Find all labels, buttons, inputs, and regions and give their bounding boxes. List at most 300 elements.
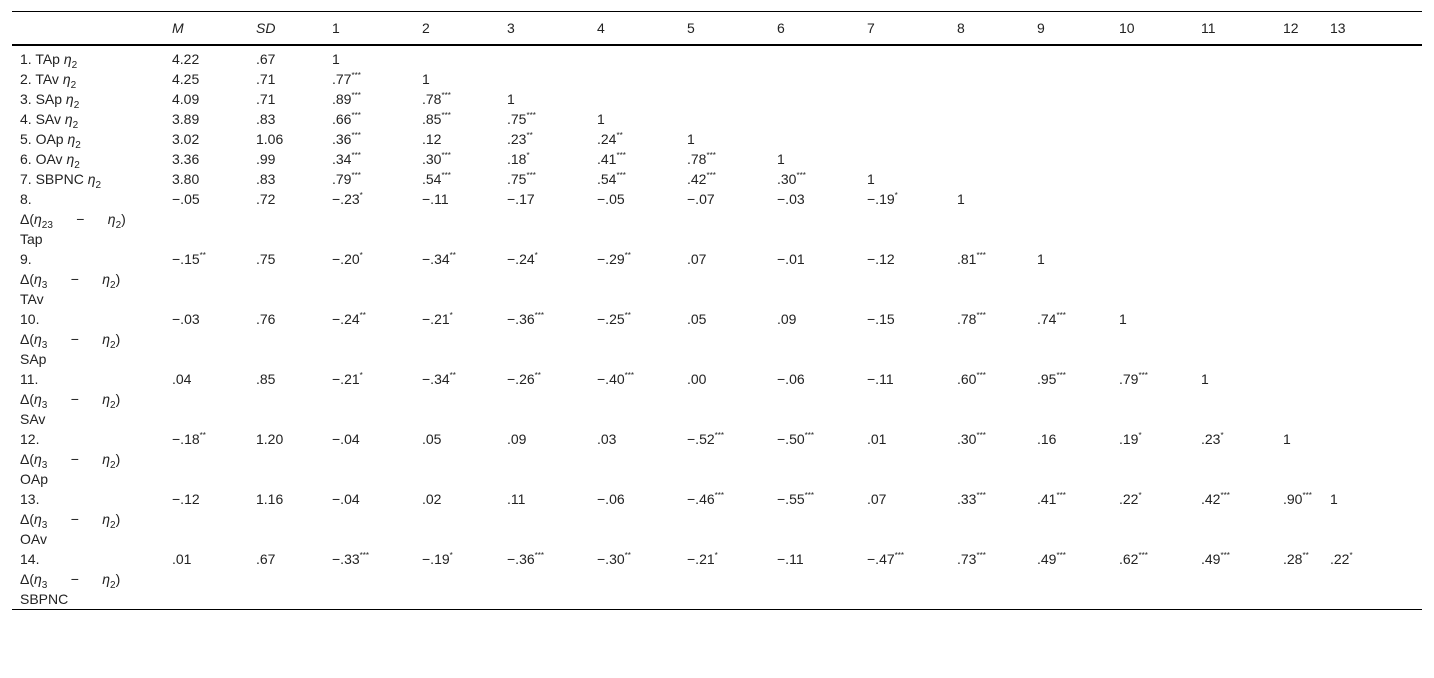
minus-sign: − [70, 511, 79, 527]
correlation-cell [769, 429, 859, 489]
correlation-cell [1322, 309, 1422, 369]
variable-label [20, 89, 164, 109]
significance-stars: * [359, 191, 363, 200]
cell-value: .67 [256, 551, 276, 567]
correlation-cell [589, 169, 679, 189]
sd-cell [248, 45, 324, 69]
delta-expression [20, 569, 164, 589]
cell-value: −.12 [867, 251, 895, 267]
correlation-cell [414, 549, 499, 610]
minus-sign: − [70, 451, 79, 467]
cell-value: 1 [867, 171, 875, 187]
correlation-cell [324, 69, 414, 89]
cell-value: .01 [172, 551, 192, 567]
sd-cell [248, 129, 324, 149]
correlation-cell [679, 109, 769, 129]
eta-subscript: 3 [41, 519, 48, 531]
significance-stars: *** [1056, 491, 1066, 500]
correlation-cell [324, 45, 414, 69]
correlation-cell [679, 45, 769, 69]
correlation-cell [1111, 45, 1193, 69]
table-header [12, 12, 1422, 46]
minus-sign: − [70, 271, 79, 287]
correlation-cell [1322, 549, 1422, 610]
header-cell: 5 [679, 12, 769, 46]
mean-cell [164, 489, 248, 549]
cell-value: −.52 [687, 431, 715, 447]
cell-value: .71 [256, 91, 276, 107]
correlation-cell [1029, 549, 1111, 610]
significance-stars: ** [526, 131, 533, 140]
header-cell: 8 [949, 12, 1029, 46]
cell-value: −.24 [332, 311, 360, 327]
correlation-cell [1322, 149, 1422, 169]
correlation-cell [679, 89, 769, 109]
eta-symbol: η [34, 211, 42, 227]
correlation-cell [1275, 169, 1322, 189]
header-cell: 10 [1111, 12, 1193, 46]
cell-value: .85 [422, 111, 442, 127]
correlation-cell [414, 169, 499, 189]
mean-cell [164, 549, 248, 610]
cell-value: .02 [422, 491, 442, 507]
cell-value: 1 [597, 111, 605, 127]
cell-value: −.26 [507, 371, 535, 387]
significance-stars: *** [976, 551, 986, 560]
significance-stars: ** [616, 131, 623, 140]
significance-stars: ** [449, 251, 456, 260]
correlation-cell [499, 69, 589, 89]
label-text: 1. TAp [20, 51, 64, 67]
correlation-cell [324, 549, 414, 610]
table-row [12, 249, 1422, 309]
delta-expression [20, 449, 164, 469]
mean-cell [164, 89, 248, 109]
delta-close: ) [115, 271, 121, 287]
mean-cell [164, 429, 248, 489]
correlation-cell [859, 149, 949, 169]
cell-value: −.33 [332, 551, 360, 567]
row-label [12, 169, 164, 189]
eta-subscript: 3 [41, 339, 48, 351]
significance-stars: * [894, 191, 898, 200]
eta-symbol: η [62, 71, 71, 87]
cell-value: −.07 [687, 191, 715, 207]
cell-value: 4.09 [172, 91, 200, 107]
cell-value: 1 [332, 51, 340, 67]
cell-value: 3.02 [172, 131, 200, 147]
significance-stars: ** [624, 311, 631, 320]
delta-close: ) [121, 211, 126, 227]
correlation-cell [324, 89, 414, 109]
delta-close: ) [115, 391, 121, 407]
cell-value: .79 [1119, 371, 1139, 387]
correlation-cell [499, 169, 589, 189]
correlation-cell [324, 109, 414, 129]
correlation-cell [414, 489, 499, 549]
delta-expression [20, 209, 164, 229]
correlation-cell [769, 69, 859, 89]
cell-value: .01 [867, 431, 887, 447]
table-row [12, 129, 1422, 149]
correlation-cell [324, 489, 414, 549]
eta-symbol: η [67, 131, 76, 147]
correlation-cell [1029, 189, 1111, 249]
cell-value: .85 [256, 371, 276, 387]
table-row [12, 489, 1422, 549]
cell-value: .23 [1201, 431, 1221, 447]
eta-symbol: η [34, 331, 42, 347]
correlation-cell [949, 109, 1029, 129]
correlation-cell [414, 249, 499, 309]
cell-value: 1.16 [256, 491, 284, 507]
cell-value: .71 [256, 71, 276, 87]
row-label [12, 369, 164, 429]
significance-stars: *** [441, 151, 451, 160]
correlation-cell [859, 549, 949, 610]
correlation-cell [859, 69, 949, 89]
cell-value: −.17 [507, 191, 535, 207]
mean-cell [164, 149, 248, 169]
significance-stars: ** [624, 551, 631, 560]
correlation-cell [679, 69, 769, 89]
cell-value: −.34 [422, 251, 450, 267]
cell-value: .67 [256, 51, 276, 67]
table-row [12, 369, 1422, 429]
correlation-cell [1275, 189, 1322, 249]
correlation-cell [589, 549, 679, 610]
variable-name: SAp [20, 351, 47, 367]
correlation-cell [859, 169, 949, 189]
row-label [12, 549, 164, 610]
cell-value: .60 [957, 371, 977, 387]
correlation-cell [1275, 429, 1322, 489]
table-body [12, 45, 1422, 610]
minus-sign: − [70, 571, 79, 587]
correlation-cell [589, 309, 679, 369]
cell-value: 4.22 [172, 51, 200, 67]
correlation-cell [769, 249, 859, 309]
significance-stars: *** [1138, 551, 1148, 560]
cell-value: .22 [1119, 491, 1139, 507]
correlation-cell [1322, 169, 1422, 189]
significance-stars: *** [1056, 371, 1066, 380]
correlation-cell [324, 309, 414, 369]
correlation-cell [1322, 129, 1422, 149]
significance-stars: *** [526, 171, 536, 180]
correlation-cell [769, 369, 859, 429]
cell-value: .90 [1283, 491, 1303, 507]
correlation-cell [1111, 309, 1193, 369]
minus-sign: − [70, 331, 79, 347]
correlation-cell [859, 129, 949, 149]
correlation-cell [499, 249, 589, 309]
cell-value: .07 [687, 251, 707, 267]
correlation-cell [859, 89, 949, 109]
significance-stars: *** [1056, 311, 1066, 320]
cell-value: −.20 [332, 251, 360, 267]
cell-value: −.19 [867, 191, 895, 207]
label-text: 5. OAp [20, 131, 68, 147]
correlation-cell [1193, 149, 1275, 169]
correlation-cell [1111, 369, 1193, 429]
correlation-cell [1193, 489, 1275, 549]
cell-value: −.23 [332, 191, 360, 207]
correlation-cell [1322, 109, 1422, 129]
eta-symbol: η [34, 451, 42, 467]
cell-value: −.01 [777, 251, 805, 267]
variable-label [20, 129, 164, 149]
cell-value: −.15 [172, 251, 200, 267]
cell-value: −.24 [507, 251, 535, 267]
cell-value: .99 [256, 151, 276, 167]
correlation-cell [769, 109, 859, 129]
significance-stars: *** [1138, 371, 1148, 380]
correlation-cell [1029, 69, 1111, 89]
correlation-cell [1111, 69, 1193, 89]
correlation-cell [1193, 109, 1275, 129]
correlation-cell [949, 249, 1029, 309]
correlation-cell [414, 149, 499, 169]
table-row [12, 549, 1422, 610]
eta-subscript: 2 [71, 59, 78, 71]
variable-name: SAv [20, 411, 46, 427]
correlation-cell [499, 129, 589, 149]
label-text: 6. OAv [20, 151, 67, 167]
correlation-cell [324, 149, 414, 169]
cell-value: −.05 [597, 191, 625, 207]
correlation-cell [679, 549, 769, 610]
eta-subscript: 2 [110, 459, 116, 471]
cell-value: .74 [1037, 311, 1057, 327]
cell-value: .18 [507, 151, 527, 167]
correlation-cell [499, 489, 589, 549]
row-label [12, 489, 164, 549]
cell-value: .75 [507, 171, 527, 187]
correlation-cell [499, 45, 589, 69]
significance-stars: *** [351, 131, 361, 140]
row-label [12, 45, 164, 69]
row-label [12, 189, 164, 249]
cell-value: .42 [687, 171, 707, 187]
mean-cell [164, 69, 248, 89]
variable-name: OAv [20, 531, 47, 547]
correlation-cell [1111, 129, 1193, 149]
significance-stars: *** [976, 311, 986, 320]
correlation-cell [679, 489, 769, 549]
variable-label [20, 49, 164, 69]
correlation-cell [949, 549, 1029, 610]
row-number: 14. [20, 551, 40, 567]
label-text: 2. TAv [20, 71, 63, 87]
correlation-cell [949, 89, 1029, 109]
sd-cell [248, 169, 324, 189]
cell-value: −.21 [687, 551, 715, 567]
correlation-cell [1111, 429, 1193, 489]
significance-stars: *** [351, 171, 361, 180]
row-number: 11. [20, 371, 39, 387]
sd-cell [248, 369, 324, 429]
sd-cell [248, 429, 324, 489]
significance-stars: *** [1220, 491, 1230, 500]
cell-value: .75 [507, 111, 527, 127]
correlation-cell [679, 249, 769, 309]
correlation-cell [769, 129, 859, 149]
correlation-cell [1275, 249, 1322, 309]
cell-value: .19 [1119, 431, 1139, 447]
cell-value: −.25 [597, 311, 625, 327]
correlation-cell [1029, 45, 1111, 69]
row-label [12, 309, 164, 369]
cell-value: .30 [422, 151, 442, 167]
eta-subscript: 2 [75, 139, 81, 151]
significance-stars: ** [534, 371, 541, 380]
cell-value: .34 [332, 151, 352, 167]
significance-stars: ** [1302, 551, 1309, 560]
correlation-cell [1275, 309, 1322, 369]
row-number: 10. [20, 311, 40, 327]
significance-stars: *** [534, 311, 544, 320]
delta-open: Δ( [20, 331, 35, 347]
cell-value: .09 [507, 431, 527, 447]
row-label [12, 69, 164, 89]
correlation-cell [949, 69, 1029, 89]
eta-subscript: 3 [41, 579, 48, 591]
correlation-cell [1029, 309, 1111, 369]
header-cell: SD [248, 12, 324, 46]
cell-value: −.30 [597, 551, 625, 567]
correlation-cell [414, 45, 499, 69]
cell-value: .78 [422, 91, 442, 107]
correlation-cell [414, 309, 499, 369]
correlation-cell [679, 129, 769, 149]
correlation-cell [1322, 189, 1422, 249]
header-cell: 12 [1275, 12, 1322, 46]
correlation-cell [949, 369, 1029, 429]
row-label [12, 429, 164, 489]
sd-cell [248, 149, 324, 169]
cell-value: .00 [687, 371, 707, 387]
significance-stars: *** [976, 491, 986, 500]
correlation-cell [949, 309, 1029, 369]
variable-name: Tap [20, 231, 43, 247]
cell-value: .54 [597, 171, 617, 187]
significance-stars: *** [976, 371, 986, 380]
eta-symbol: η [64, 111, 73, 127]
correlation-cell [769, 169, 859, 189]
cell-value: −.15 [867, 311, 895, 327]
correlation-cell [1322, 249, 1422, 309]
correlation-cell [769, 489, 859, 549]
delta-open: Δ( [20, 511, 35, 527]
cell-value: −.06 [777, 371, 805, 387]
eta-symbol: η [102, 451, 111, 467]
significance-stars: * [1220, 431, 1224, 440]
cell-value: −.03 [172, 311, 200, 327]
mean-cell [164, 169, 248, 189]
correlation-cell [589, 489, 679, 549]
cell-value: .12 [422, 131, 442, 147]
significance-stars: *** [441, 171, 451, 180]
correlation-cell [589, 429, 679, 489]
correlation-cell [949, 169, 1029, 189]
correlation-cell [859, 189, 949, 249]
table-row [12, 89, 1422, 109]
eta-subscript: 2 [95, 179, 102, 191]
eta-symbol: η [34, 271, 42, 287]
cell-value: .77 [332, 71, 352, 87]
correlation-cell [1029, 369, 1111, 429]
significance-stars: *** [976, 251, 986, 260]
correlation-cell [1193, 249, 1275, 309]
variable-label [20, 109, 164, 129]
correlation-cell [859, 369, 949, 429]
correlation-cell [769, 149, 859, 169]
significance-stars: * [359, 251, 363, 260]
cell-value: 4.25 [172, 71, 200, 87]
correlation-cell [1029, 89, 1111, 109]
cell-value: .81 [957, 251, 977, 267]
correlation-cell [1029, 149, 1111, 169]
significance-stars: ** [359, 311, 366, 320]
correlation-cell [769, 89, 859, 109]
correlation-cell [679, 429, 769, 489]
cell-value: .41 [1037, 491, 1057, 507]
sd-cell [248, 109, 324, 129]
correlation-cell [1193, 309, 1275, 369]
significance-stars: * [1138, 431, 1142, 440]
significance-stars: *** [894, 551, 904, 560]
correlation-cell [679, 369, 769, 429]
cell-value: .66 [332, 111, 352, 127]
cell-value: −.04 [332, 431, 360, 447]
mean-cell [164, 45, 248, 69]
eta-subscript: 3 [41, 279, 48, 291]
correlation-cell [1029, 129, 1111, 149]
cell-value: .22 [1330, 551, 1350, 567]
eta-subscript: 23 [41, 219, 53, 231]
significance-stars: *** [706, 151, 716, 160]
cell-value: .41 [597, 151, 617, 167]
correlation-cell [679, 189, 769, 249]
row-label [12, 129, 164, 149]
correlation-cell [589, 69, 679, 89]
correlation-cell [324, 369, 414, 429]
cell-value: .95 [1037, 371, 1057, 387]
sd-cell [248, 189, 324, 249]
correlation-cell [1275, 45, 1322, 69]
significance-stars: *** [804, 431, 814, 440]
eta-symbol: η [34, 511, 42, 527]
correlation-cell [589, 45, 679, 69]
cell-value: −.47 [867, 551, 895, 567]
correlation-cell [414, 429, 499, 489]
significance-stars: *** [441, 111, 451, 120]
cell-value: −.12 [172, 491, 200, 507]
eta-symbol: η [102, 571, 111, 587]
delta-expression [20, 389, 164, 409]
correlation-cell [949, 429, 1029, 489]
cell-value: .89 [332, 91, 352, 107]
correlation-cell [769, 45, 859, 69]
table-row [12, 429, 1422, 489]
correlation-cell [589, 189, 679, 249]
variable-name: OAp [20, 471, 49, 487]
mean-cell [164, 189, 248, 249]
correlation-cell [1193, 69, 1275, 89]
row-label [12, 249, 164, 309]
sd-cell [248, 89, 324, 109]
